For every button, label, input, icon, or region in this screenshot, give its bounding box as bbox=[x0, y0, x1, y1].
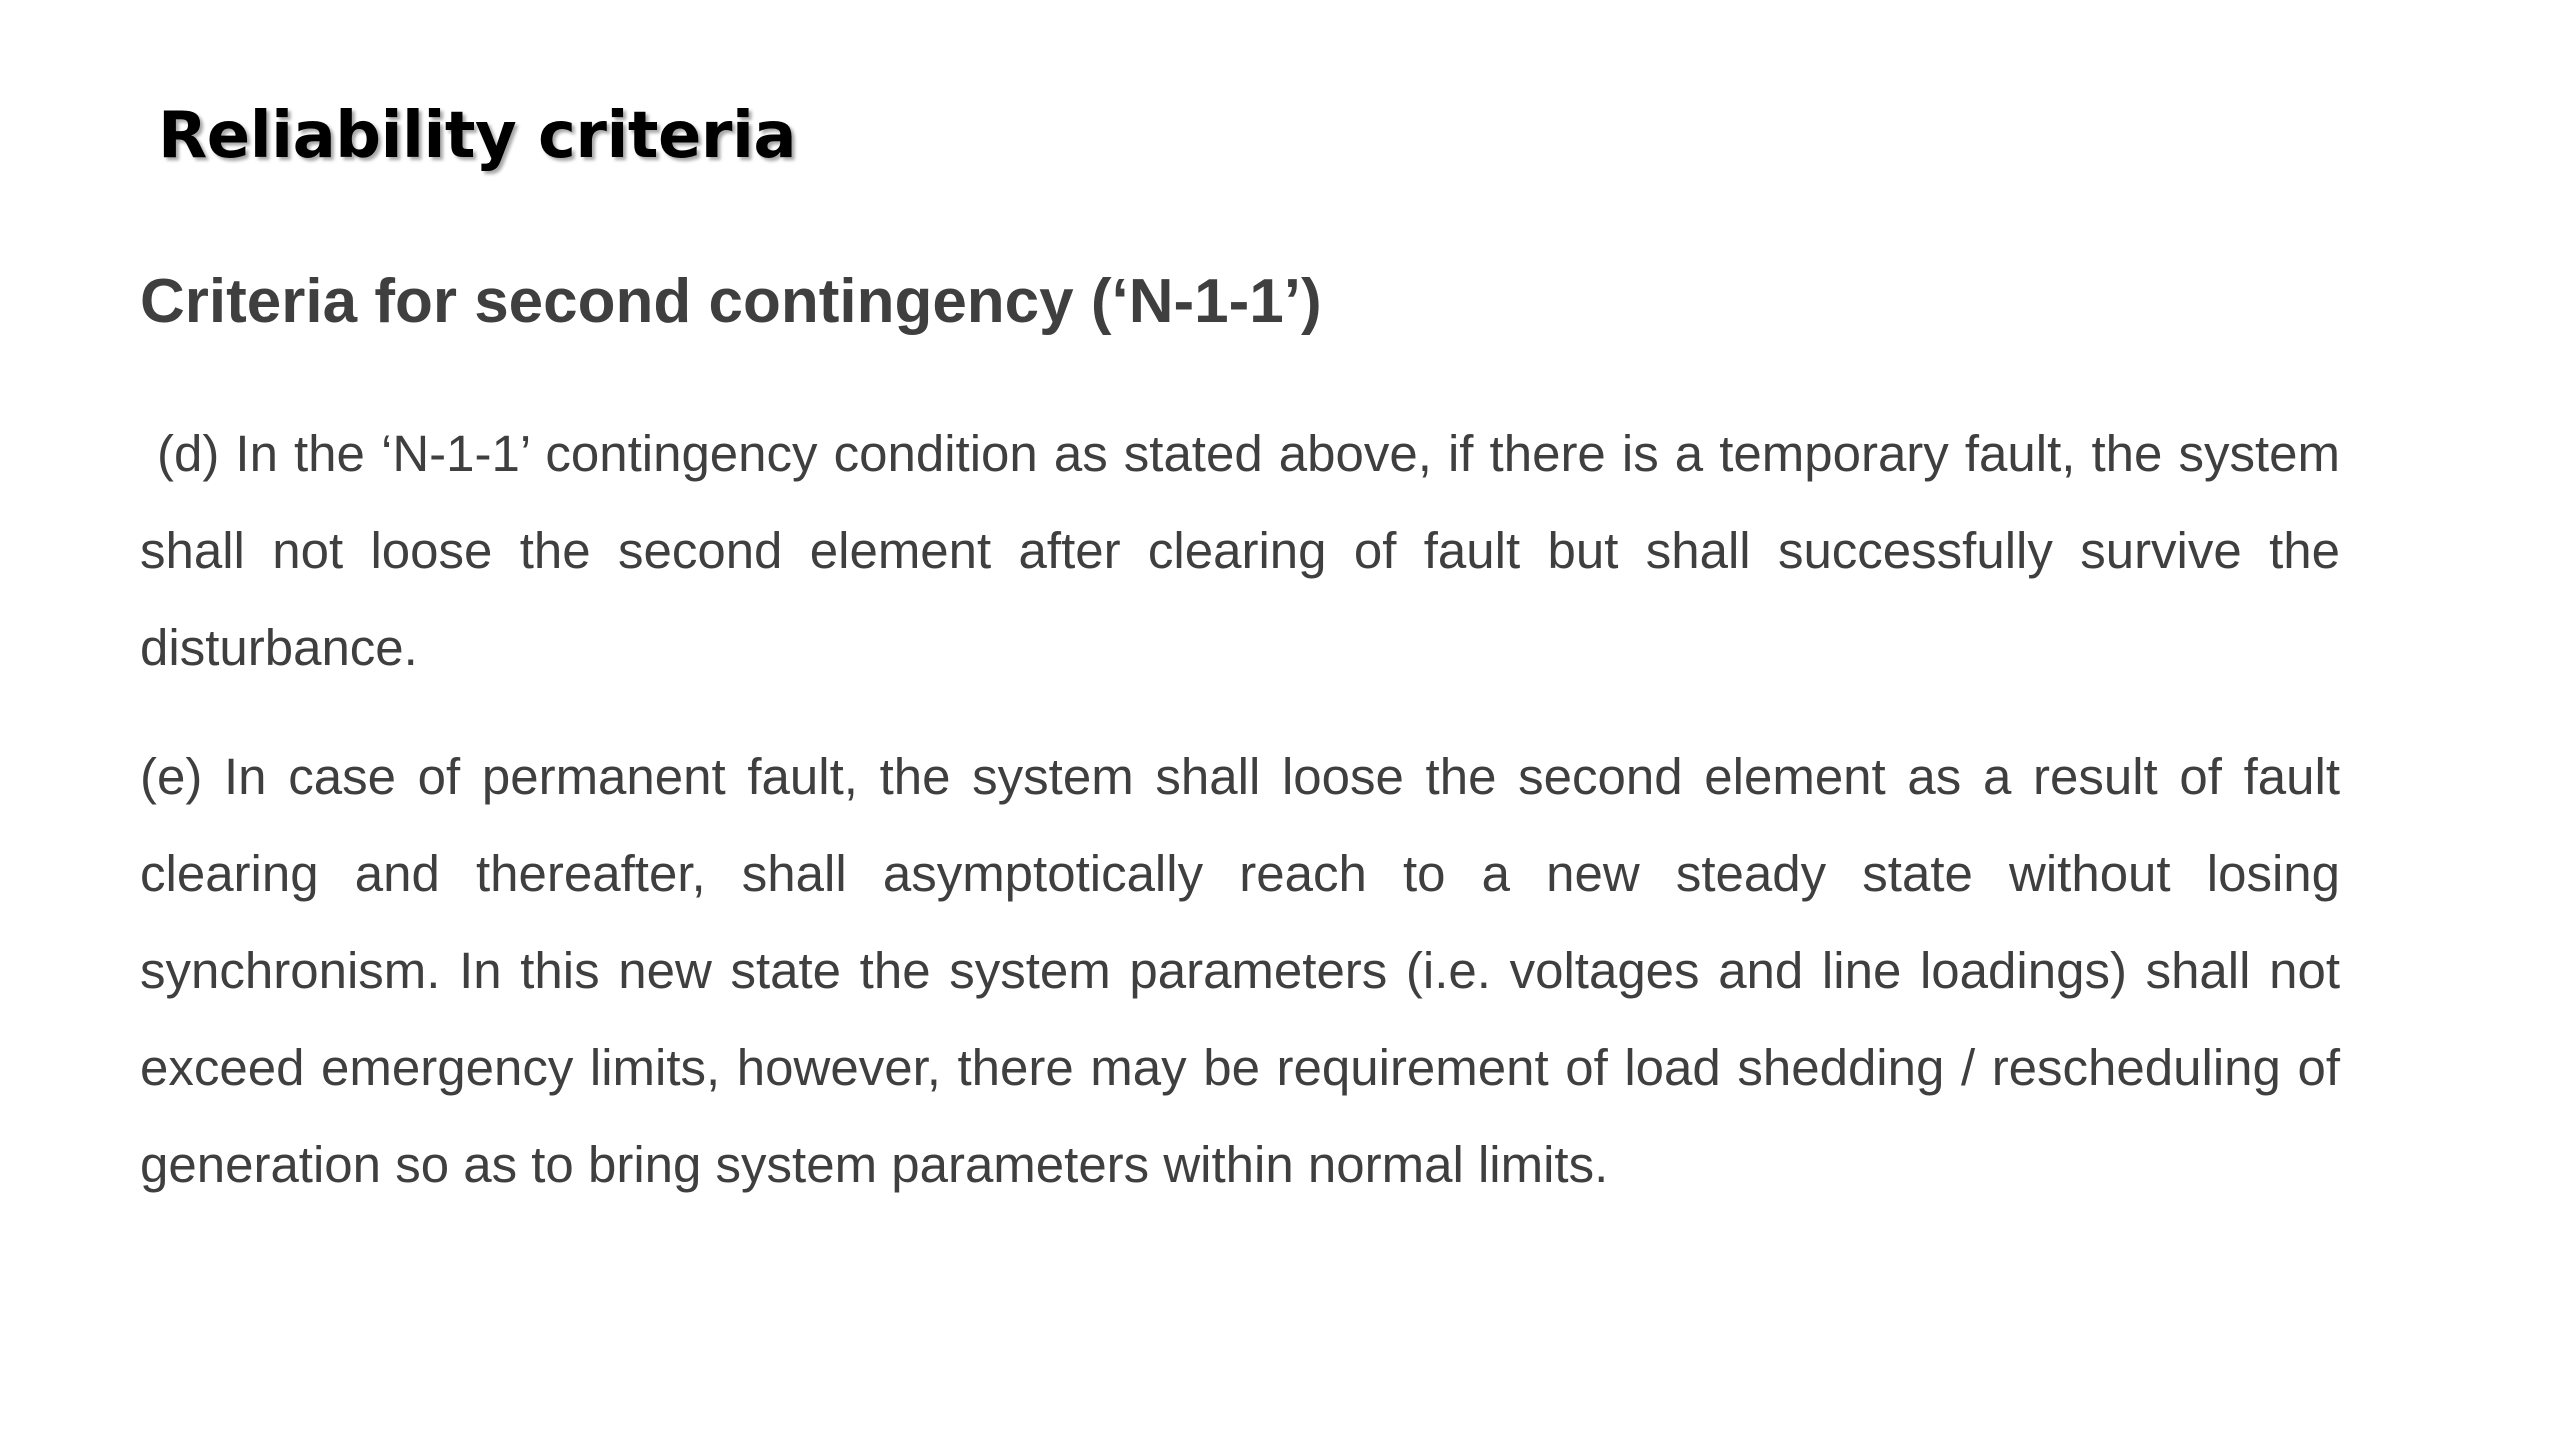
paragraph-d: (d) In the ‘N-1-1’ contingency condition as stated above, if there is a temporary fault, the system shall not loose the second element after clearing of fault but shall successfully survive the disturbance. bbox=[140, 425, 2340, 676]
paragraph-e: (e) In case of permanent fault, the system shall loose the second element as a result of fault clearing and thereafter, shall asymptotically reach to a new steady state without losing synchronism. In this new state the system parameters (i.e. voltages and line loadings) shall not exceed emergency limits, however, there may be requirement of load shedding / rescheduling of generation so as to bring system parameters within normal limits. bbox=[140, 748, 2340, 1193]
slide-title: Reliability criteria bbox=[158, 99, 797, 173]
section-subtitle: Criteria for second contingency (‘N-1-1’) bbox=[140, 267, 1322, 336]
